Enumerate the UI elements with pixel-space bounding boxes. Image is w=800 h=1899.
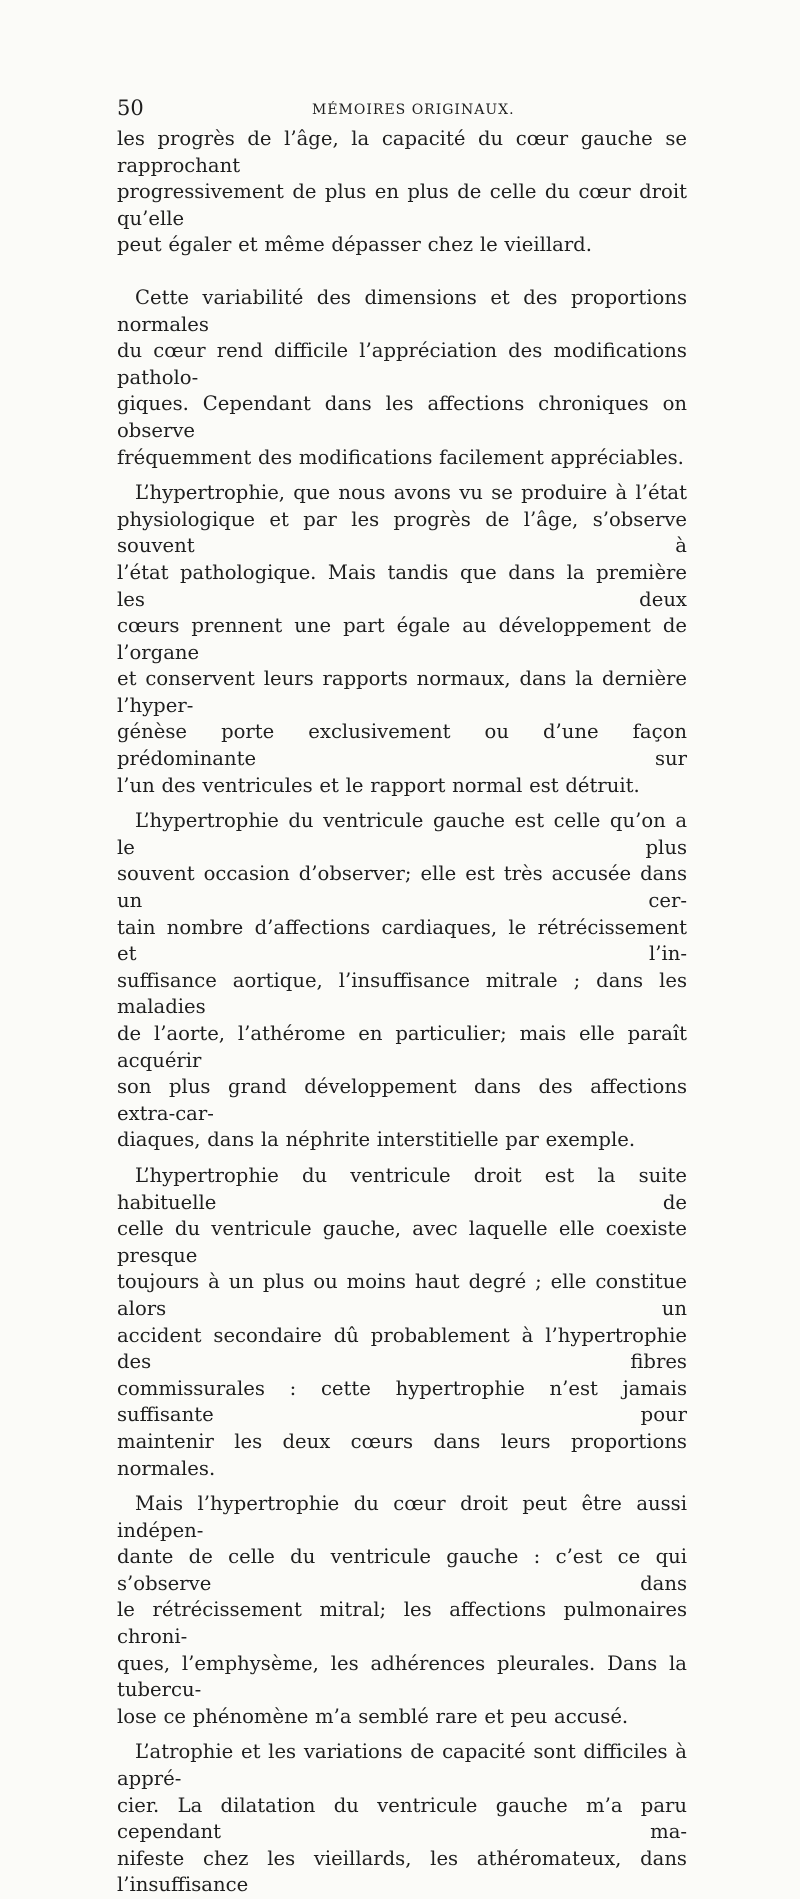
text-line: nifeste chez les vieillards, les athéromateux, dans l’insuffisance xyxy=(117,1846,687,1897)
text-line: L’hypertrophie, que nous avons vu se produire à l’état xyxy=(135,481,687,505)
text-line: de l’aorte, l’athérome en particulier; mais elle paraît acquérir xyxy=(117,1022,687,1072)
text-line: le rétrécissement mitral; les affections pulmonaires chroni- xyxy=(117,1598,687,1649)
text-line: peut égaler et même dépasser chez le vieillard. xyxy=(117,233,592,257)
text-line: ques, l’emphysème, les adhérences pleurales. Dans la tubercu- xyxy=(117,1651,687,1702)
text-line: du cœur rend difficile l’appréciation des modifications patholo- xyxy=(117,339,687,389)
text-line: suffisance aortique, l’insuffisance mitrale ; dans les maladies xyxy=(117,968,687,1019)
text-line: et conservent leurs rapports normaux, dans la dernière l’hyper- xyxy=(117,667,687,717)
text-line: l’un des ventricules et le rapport normal est détruit. xyxy=(117,773,640,797)
paragraph-1 xyxy=(117,126,687,259)
page-number: 50 xyxy=(117,96,144,120)
text-line: son plus grand développement dans des affections extra-car- xyxy=(117,1075,687,1125)
running-title: MÉMOIRES ORIGINAUX. xyxy=(312,102,515,118)
text-line: toujours à un plus ou moins haut degré ; elle constitue alors un xyxy=(117,1270,687,1320)
text-line: celle du ventricule gauche, avec laquelle elle coexiste presque xyxy=(117,1217,687,1267)
text-line: lose ce phénomène m’a semblé rare et peu accusé. xyxy=(117,1704,629,1728)
text-line: giques. Cependant dans les affections chroniques on observe xyxy=(117,392,687,442)
text-line: Mais l’hypertrophie du cœur droit peut être aussi indépen- xyxy=(117,1492,687,1542)
paragraph-7 xyxy=(117,1739,687,1899)
text-line: progressivement de plus en plus de celle du cœur droit qu’elle xyxy=(117,180,687,230)
body-text xyxy=(117,126,687,1899)
text-line: souvent occasion d’observer; elle est très accusée dans un cer- xyxy=(117,862,687,913)
text-line: cœurs prennent une part égale au développement de l’organe xyxy=(117,614,687,664)
book-page xyxy=(117,96,687,1899)
text-line: L’hypertrophie du ventricule gauche est celle qu’on a le plus xyxy=(117,809,687,859)
text-line: Cette variabilité des dimensions et des proportions normales xyxy=(117,285,687,336)
text-line: génèse porte exclusivement ou d’une façon prédominante sur xyxy=(117,720,687,771)
paragraph-6 xyxy=(117,1491,687,1730)
text-line: les progrès de l’âge, la capacité du cœur gauche se rapprochant xyxy=(117,127,687,177)
paragraph-3 xyxy=(117,480,687,799)
page-header xyxy=(117,96,687,126)
paragraph-5 xyxy=(117,1163,687,1482)
text-line: maintenir les deux cœurs dans leurs proportions normales. xyxy=(117,1429,687,1480)
paragraph-2 xyxy=(117,285,687,471)
text-line: tain nombre d’affections cardiaques, le rétrécissement et l’in- xyxy=(117,915,687,966)
text-line: cier. La dilatation du ventricule gauche m’a paru cependant ma- xyxy=(117,1793,687,1844)
text-line: dante de celle du ventricule gauche : c’est ce qui s’observe dans xyxy=(117,1545,687,1595)
text-line: l’état pathologique. Mais tandis que dans la première les deux xyxy=(117,560,687,611)
text-line: commissurales : cette hypertrophie n’est jamais suffisante pour xyxy=(117,1376,687,1427)
text-line: accident secondaire dû probablement à l’hypertrophie des fibres xyxy=(117,1323,687,1374)
text-line: L’hypertrophie du ventricule droit est la suite habituelle de xyxy=(117,1163,687,1214)
text-line: diaques, dans la néphrite interstitielle par exemple. xyxy=(117,1128,636,1152)
text-line: physiologique et par les progrès de l’âge, s’observe souvent à xyxy=(117,507,687,558)
paragraph-4 xyxy=(117,808,687,1154)
text-line: fréquemment des modifications facilement appréciables. xyxy=(117,445,684,469)
text-line: L’atrophie et les variations de capacité sont difficiles à appré- xyxy=(117,1740,687,1791)
